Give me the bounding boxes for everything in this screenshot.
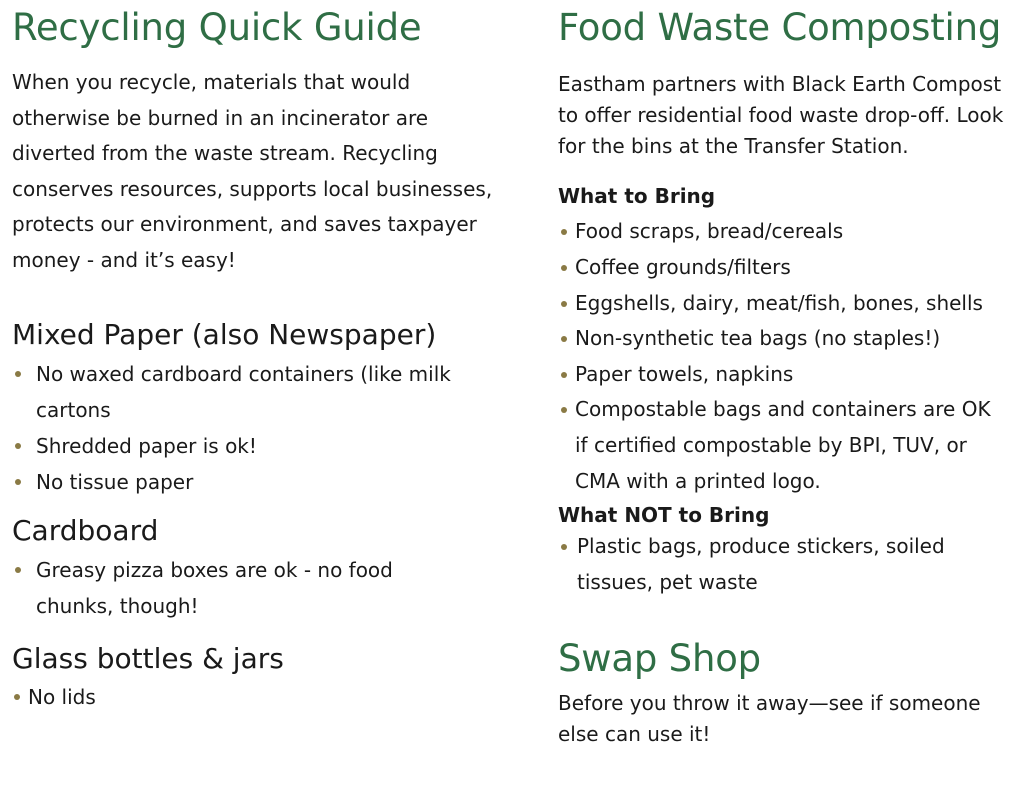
- list-item: Shredded paper is ok!: [12, 428, 512, 464]
- list-item: Coffee grounds/filters: [558, 250, 1014, 286]
- glass-list: [12, 679, 512, 715]
- composting-title: Food Waste Composting: [558, 6, 1002, 49]
- swap-shop-text: Before you throw it away—see if someone else can use it!: [558, 690, 981, 746]
- composting-intro: Eastham partners with Black Earth Compost to offer residential food waste drop-off. Look for the bins at the Transfer Station.: [558, 72, 1004, 159]
- list-item: Food scraps, bread/cereals: [558, 214, 1014, 250]
- list-item: Compostable bags and containers are OK if certified compostable by BPI, TUV, or CMA with a printed logo.: [558, 392, 1005, 499]
- list-item: No tissue paper: [12, 464, 512, 500]
- composting-column: [558, 0, 1014, 750]
- recycling-column: [12, 0, 512, 715]
- list-item: Eggshells, dairy, meat/fish, bones, shells: [558, 286, 1014, 322]
- mixed-paper-list: [12, 356, 512, 500]
- list-item: No lids: [12, 679, 512, 715]
- mixed-paper-heading: Mixed Paper (also Newspaper): [12, 318, 437, 352]
- list-item: Non-synthetic tea bags (no staples!): [558, 321, 1014, 357]
- list-item: Paper towels, napkins: [558, 357, 1014, 393]
- list-item: Greasy pizza boxes are ok - no food chunks, though!: [12, 552, 426, 624]
- recycling-intro: When you recycle, materials that would otherwise be burned in an incinerator are diverted from the waste stream. Recycling conserves resources, supports local businesses, protects our environment, and saves taxpayer money - and it’s easy!: [12, 70, 493, 272]
- list-item: Plastic bags, produce stickers, soiled tissues, pet waste: [558, 529, 977, 600]
- recycling-title: Recycling Quick Guide: [12, 6, 422, 49]
- what-to-bring-heading: What to Bring: [558, 184, 716, 209]
- swap-shop-title: Swap Shop: [558, 637, 761, 681]
- cardboard-heading: Cardboard: [12, 513, 159, 547]
- list-item: No waxed cardboard containers (like milk cartons: [12, 356, 456, 428]
- what-to-bring-list: [558, 214, 1014, 499]
- cardboard-list: [12, 552, 512, 624]
- glass-heading: Glass bottles & jars: [12, 641, 284, 675]
- what-not-to-bring-heading: What NOT to Bring: [558, 503, 770, 528]
- what-not-to-bring-list: [558, 529, 1014, 600]
